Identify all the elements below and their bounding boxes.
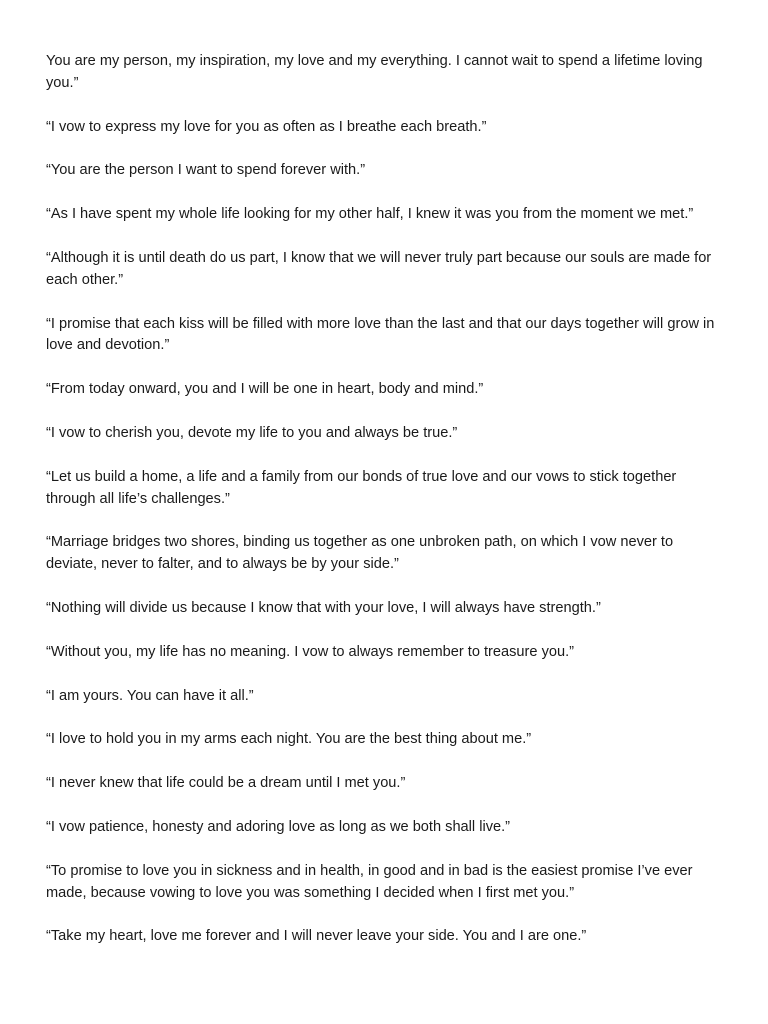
vow-paragraph: “Nothing will divide us because I know that with your love, I will always have strength.” [46,599,601,616]
vow-paragraph: “I vow patience, honesty and adoring love as long as we both shall live.” [46,818,511,835]
vow-paragraph: “Without you, my life has no meaning. I vow to always remember to treasure you.” [46,643,575,660]
vow-paragraph: “Let us build a home, a life and a family from our bonds of true love and our vows to stick together through all life’s challenges.” [46,468,677,507]
vow-paragraph: “As I have spent my whole life looking for my other half, I knew it was you from the moment we met.” [46,206,694,223]
vow-paragraph: “Although it is until death do us part, I know that we will never truly part because our souls are made for each other.” [46,249,712,288]
vow-paragraph: “Marriage bridges two shores, binding us together as one unbroken path, on which I vow never to deviate, never to falter, and to always be by your side.” [46,534,674,573]
vow-paragraph: “I vow to cherish you, devote my life to you and always be true.” [46,424,458,441]
vow-paragraph: “I love to hold you in my arms each night. You are the best thing about me.” [46,731,532,748]
vow-paragraph: You are my person, my inspiration, my love and my everything. I cannot wait to spend a lifetime loving you.” [46,53,703,91]
vow-paragraph: “I promise that each kiss will be filled with more love than the last and that our days together will grow in love and devotion.” [46,315,715,354]
vow-paragraph: “Take my heart, love me forever and I will never leave your side. You and I are one.” [46,928,587,945]
vow-paragraph: “From today onward, you and I will be one in heart, body and mind.” [46,381,484,398]
vow-paragraph: “To promise to love you in sickness and in health, in good and in bad is the easiest promise I’ve ever made, because vowing to love you was something I decided when I first met you.” [46,862,693,901]
vow-paragraph: “I am yours. You can have it all.” [46,687,254,704]
document-page [46,51,726,970]
vow-paragraph: “I never knew that life could be a dream until I met you.” [46,775,406,792]
vow-paragraph: “I vow to express my love for you as often as I breathe each breath.” [46,118,487,135]
vow-paragraph: “You are the person I want to spend forever with.” [46,162,366,179]
